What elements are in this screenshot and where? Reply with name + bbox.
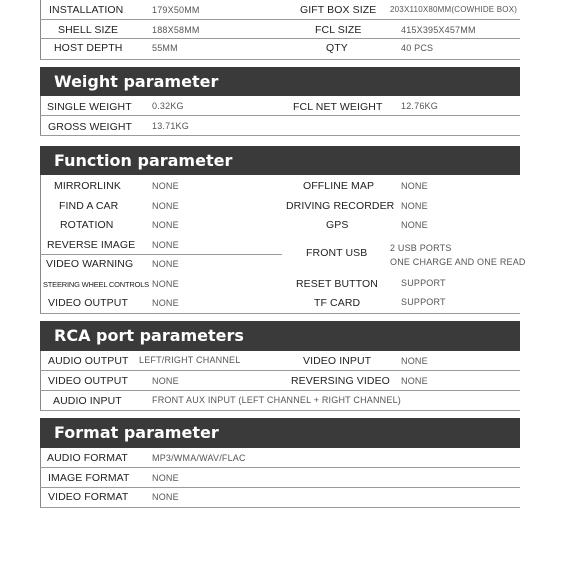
gift-box-size-label: GIFT BOX SIZE — [300, 4, 377, 16]
gps-value: NONE — [401, 220, 428, 230]
gift-box-size-value: 203X110X80MM(COWHIDE BOX) — [390, 5, 518, 14]
offline-map-label: OFFLINE MAP — [303, 180, 375, 192]
audio-input-label: AUDIO INPUT — [53, 395, 122, 407]
row-divider — [40, 135, 520, 136]
row-divider — [40, 59, 520, 60]
row-divider — [40, 390, 520, 391]
row-divider — [40, 467, 520, 468]
host-depth-label: HOST DEPTH — [54, 42, 123, 54]
installation-value: 179X50MM — [152, 5, 200, 15]
rca-section-header: RCA port parameters — [40, 321, 520, 351]
row-divider — [40, 19, 520, 20]
fcl-size-value: 415X395X457MM — [401, 25, 476, 35]
reversing-video-value: NONE — [401, 376, 428, 386]
function-section-header: Function parameter — [40, 146, 520, 175]
fcl-size-label: FCL SIZE — [315, 24, 362, 36]
reset-button-label: RESET BUTTON — [296, 278, 378, 290]
row-divider — [40, 410, 520, 411]
rca-video-output-label: VIDEO OUTPUT — [48, 375, 128, 387]
row-divider — [40, 254, 282, 255]
format-section-header: Format parameter — [40, 418, 520, 448]
audio-format-label: AUDIO FORMAT — [47, 452, 128, 464]
front-usb-value-detail: ONE CHARGE AND ONE READ — [390, 257, 526, 267]
image-format-label: IMAGE FORMAT — [48, 472, 130, 484]
fcl-net-weight-label: FCL NET WEIGHT — [293, 101, 383, 113]
shell-size-value: 188X58MM — [152, 25, 200, 35]
front-usb-label: FRONT USB — [306, 247, 368, 259]
mirrorlink-value: NONE — [152, 181, 179, 191]
qty-value: 40 PCS — [401, 43, 434, 53]
row-divider — [40, 487, 520, 488]
video-output-value: NONE — [152, 298, 179, 308]
shell-size-label: SHELL SIZE — [58, 24, 119, 36]
installation-label: INSTALLATION — [49, 4, 124, 16]
table-border — [40, 0, 41, 60]
video-input-value: NONE — [401, 356, 428, 366]
find-a-car-value: NONE — [152, 201, 179, 211]
rca-video-output-value: NONE — [152, 376, 179, 386]
qty-label: QTY — [326, 42, 348, 54]
row-divider — [40, 313, 520, 314]
fcl-net-weight-value: 12.76KG — [401, 101, 438, 111]
video-format-label: VIDEO FORMAT — [48, 491, 129, 503]
row-divider — [40, 38, 520, 39]
rotation-value: NONE — [152, 220, 179, 230]
audio-output-value: LEFT/RIGHT CHANNEL — [139, 355, 241, 365]
tf-card-value: SUPPORT — [401, 297, 446, 307]
row-divider — [40, 507, 520, 508]
front-usb-value: 2 USB PORTS — [390, 243, 452, 253]
video-output-label: VIDEO OUTPUT — [48, 297, 128, 309]
gross-weight-value: 13.71KG — [152, 121, 189, 131]
audio-format-value: MP3/WMA/WAV/FLAC — [152, 453, 246, 463]
tf-card-label: TF CARD — [314, 297, 361, 309]
mirrorlink-label: MIRRORLINK — [54, 180, 121, 192]
single-weight-label: SINGLE WEIGHT — [47, 101, 132, 113]
find-a-car-label: FIND A CAR — [59, 200, 119, 212]
single-weight-value: 0.32KG — [152, 101, 184, 111]
reverse-image-label: REVERSE IMAGE — [47, 239, 136, 251]
reset-button-value: SUPPORT — [401, 278, 446, 288]
video-warning-value: NONE — [152, 259, 179, 269]
driving-recorder-value: NONE — [401, 201, 428, 211]
steering-wheel-controls-value: NONE — [152, 279, 179, 289]
audio-input-value: FRONT AUX INPUT (LEFT CHANNEL + RIGHT CHANNEL) — [152, 395, 401, 405]
row-divider — [40, 115, 520, 116]
weight-section-header: Weight parameter — [40, 67, 520, 96]
reverse-image-value: NONE — [152, 240, 179, 250]
row-divider — [40, 370, 520, 371]
video-warning-label: VIDEO WARNING — [46, 258, 134, 270]
offline-map-value: NONE — [401, 181, 428, 191]
image-format-value: NONE — [152, 473, 179, 483]
table-border — [40, 175, 41, 313]
rotation-label: ROTATION — [60, 219, 114, 231]
reversing-video-label: REVERSING VIDEO — [291, 375, 390, 387]
host-depth-value: 55MM — [152, 43, 178, 53]
table-border — [40, 448, 41, 508]
audio-output-label: AUDIO OUTPUT — [48, 355, 129, 367]
driving-recorder-label: DRIVING RECORDER — [286, 200, 395, 212]
video-input-label: VIDEO INPUT — [303, 355, 372, 367]
video-format-value: NONE — [152, 492, 179, 502]
gross-weight-label: GROSS WEIGHT — [48, 121, 133, 133]
steering-wheel-controls-label: STEERING WHEEL CONTROLS — [43, 280, 149, 289]
gps-label: GPS — [326, 219, 349, 231]
table-border — [40, 351, 41, 411]
